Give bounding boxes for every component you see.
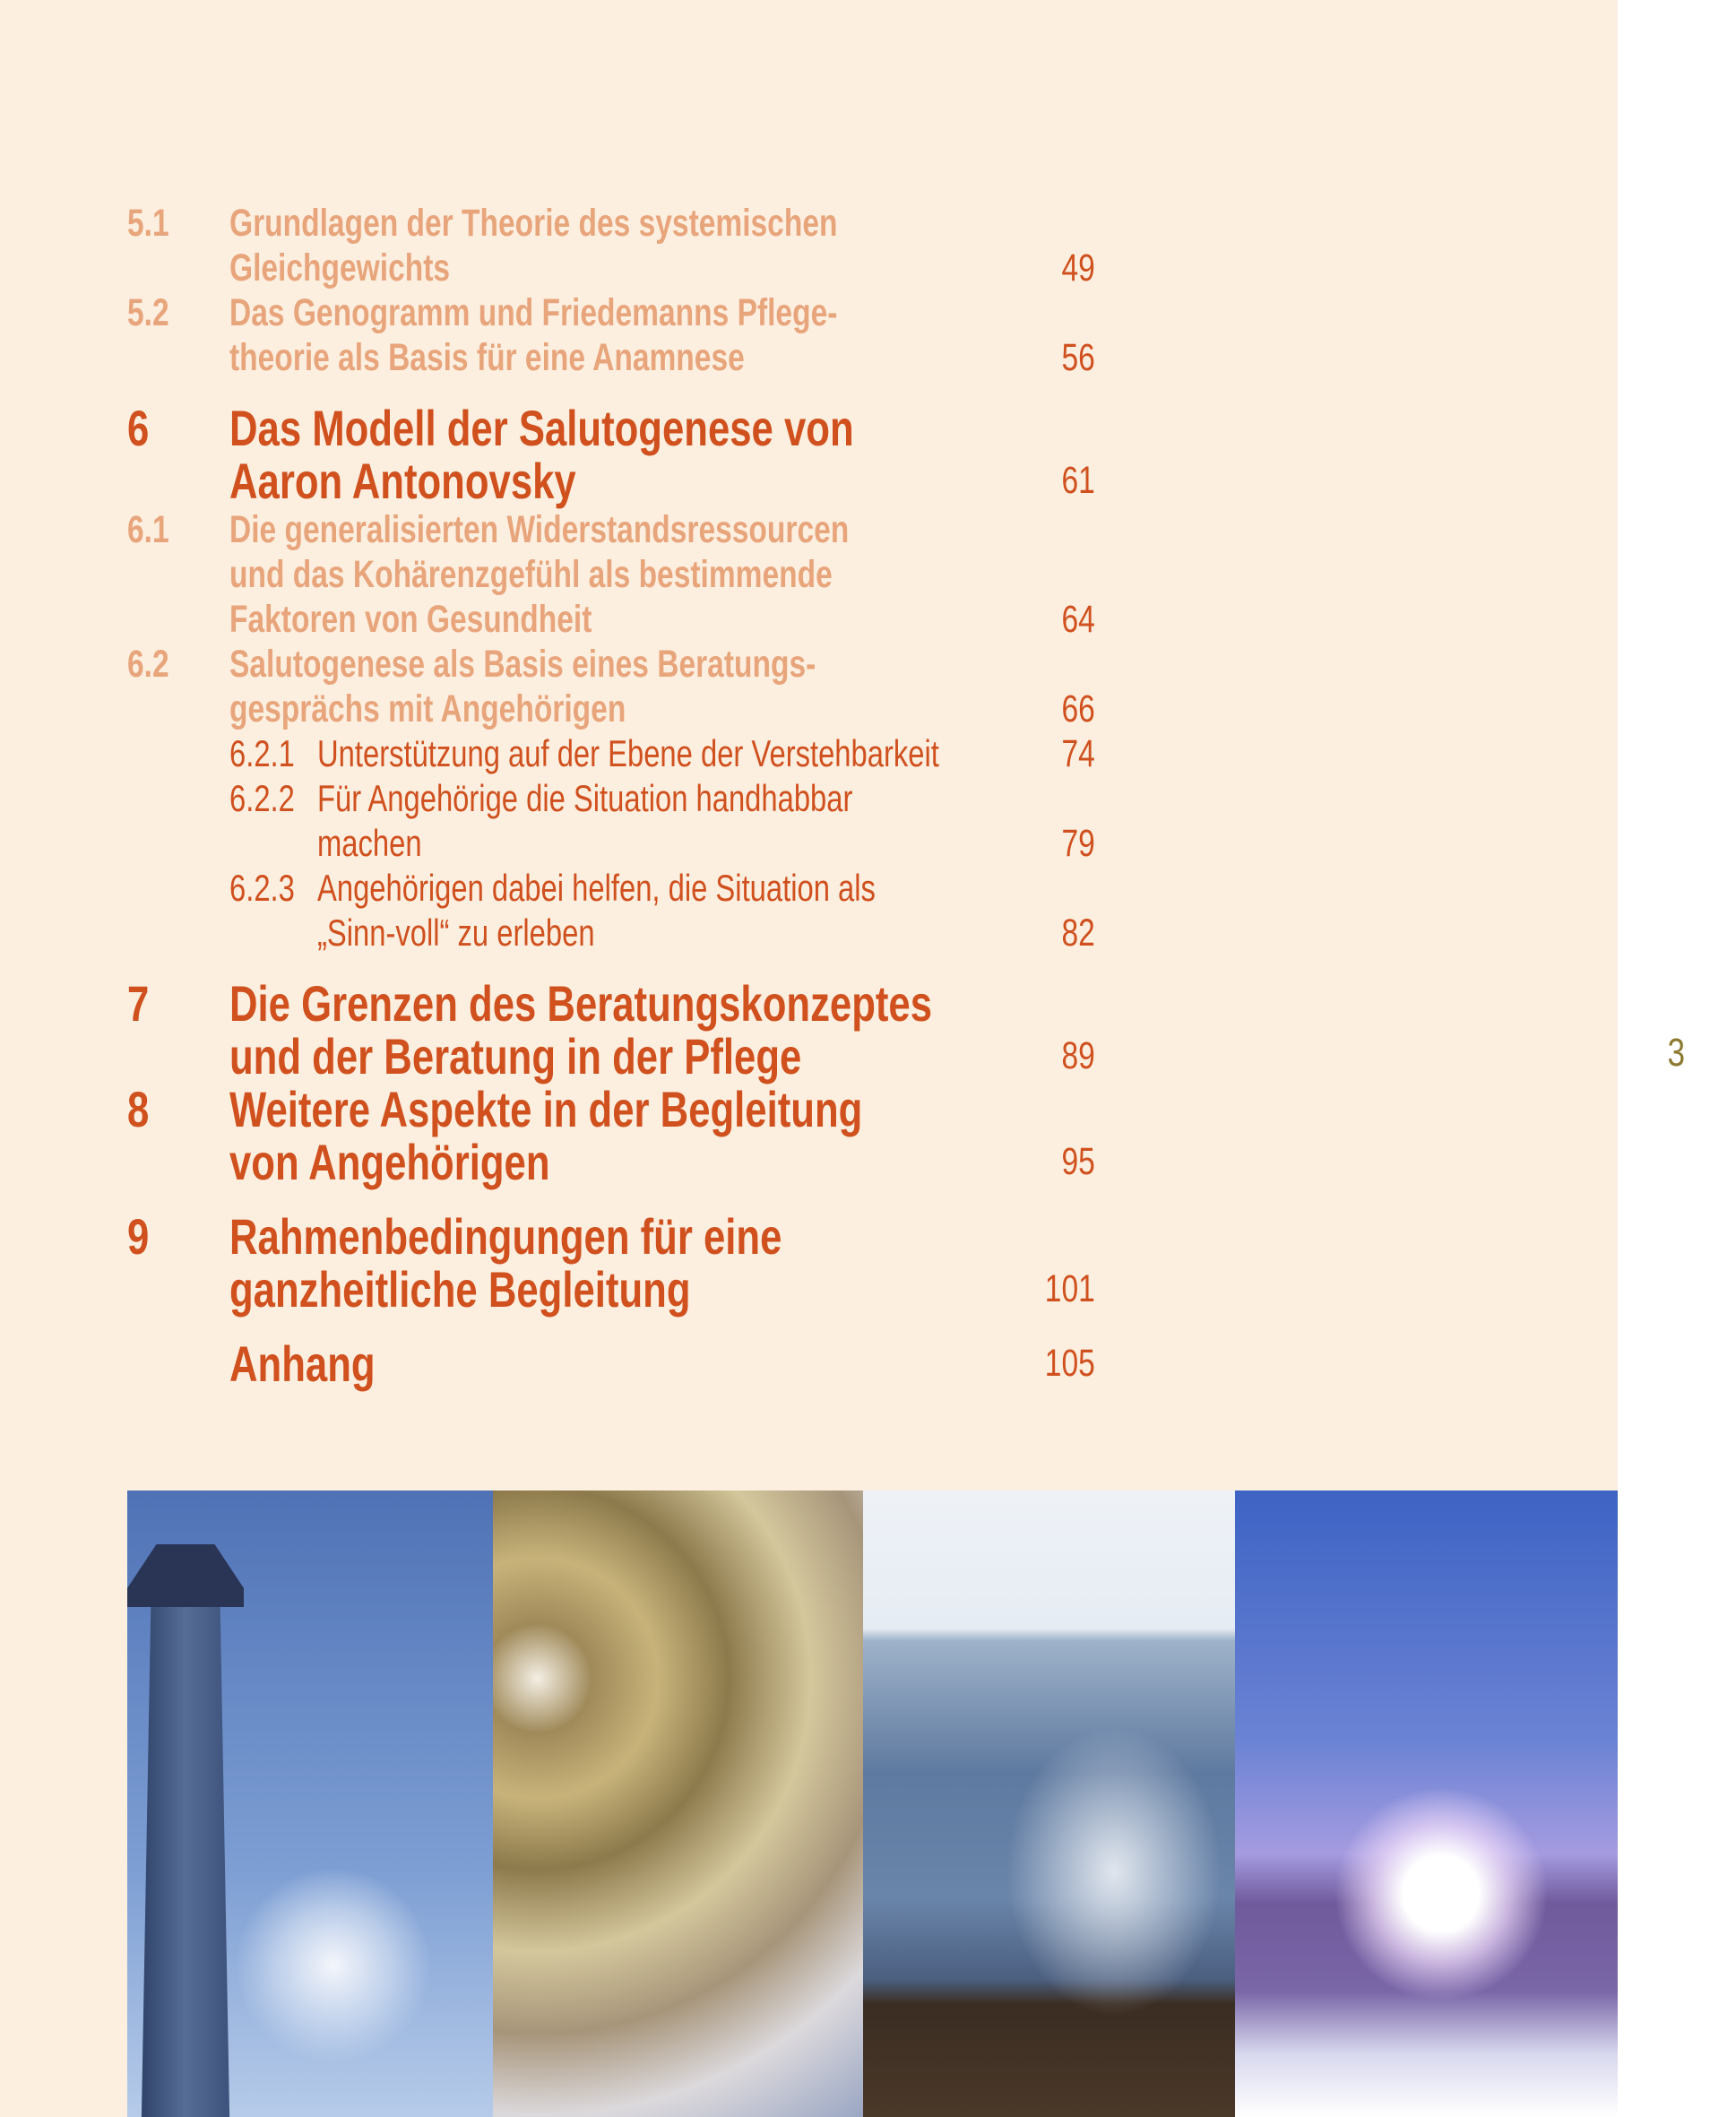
toc-entry-title-line: und das Kohärenzgefühl als bestimmende (229, 553, 833, 596)
toc-entry-title-line: Aaron Antonovsky (229, 453, 576, 509)
toc-entry[interactable] (127, 776, 1095, 866)
toc-entry-title (229, 201, 1095, 290)
toc-entry[interactable] (127, 1337, 1095, 1390)
page-number: 3 (1667, 1031, 1686, 1075)
toc-entry-title-line: Die generalisierten Widerstandsressourcen (229, 508, 850, 551)
toc-entry-page: 105 (1045, 1342, 1095, 1385)
toc-entry-number: 6.2.2 (229, 777, 295, 819)
toc-entry-title-line: Das Modell der Salutogenese von (229, 400, 854, 456)
toc-entry-page: 95 (1061, 1140, 1095, 1183)
toc-entry-page: 89 (1061, 1034, 1095, 1077)
toc-entry-number: 6.1 (127, 508, 169, 551)
lighthouse-photo (127, 1491, 493, 2117)
toc-entry-title-line: Unterstützung auf der Ebene der Verstehbarkeit (317, 732, 939, 774)
toc-entry[interactable] (127, 201, 1095, 290)
toc-entry[interactable] (127, 642, 1095, 731)
toc-entry-title-line: Angehörigen dabei helfen, die Situation als (317, 867, 876, 909)
toc-entry[interactable] (127, 1210, 1095, 1316)
toc-entry-title-line: und der Beratung in der Pflege (229, 1028, 802, 1084)
toc-entry-page: 74 (1061, 732, 1095, 775)
table-of-contents (127, 201, 1095, 1390)
toc-entry[interactable] (127, 402, 1095, 507)
toc-entry-title-line: Faktoren von Gesundheit (229, 598, 592, 641)
toc-entry-title (317, 731, 1115, 776)
toc-entry-title-line: Rahmenbedingungen für eine (229, 1208, 782, 1265)
toc-entry-page: 79 (1061, 822, 1095, 865)
toc-entry-title (229, 1337, 1095, 1390)
spiral-staircase-photo (493, 1491, 863, 2117)
toc-entry-number: 6.2 (127, 643, 169, 686)
toc-entry-title (229, 977, 1130, 1083)
photo-strip (127, 1491, 1618, 2117)
toc-entry-number: 5.1 (127, 202, 169, 245)
toc-entry[interactable] (127, 1083, 1095, 1188)
toc-entry-page: 61 (1061, 459, 1095, 502)
toc-entry[interactable] (127, 866, 1095, 955)
toc-entry-title (229, 507, 1095, 642)
toc-entry-title-line: machen (317, 822, 422, 864)
toc-entry-title (229, 642, 1095, 731)
toc-entry-number: 9 (127, 1208, 150, 1265)
toc-entry-title-line: „Sinn-voll“ zu erleben (317, 912, 595, 954)
toc-entry-title-line: Für Angehörige die Situation handhabbar (317, 777, 853, 819)
toc-entry-title (229, 402, 1095, 507)
toc-entry[interactable] (127, 977, 1095, 1083)
toc-entry-title-line: theorie als Basis für eine Anamnese (229, 336, 745, 379)
toc-entry-number: 6.2.3 (229, 867, 295, 909)
toc-entry-title-line: Weitere Aspekte in der Begleitung (229, 1081, 863, 1137)
toc-entry-title-line: Salutogenese als Basis eines Beratungs- (229, 643, 816, 686)
toc-entry-number: 7 (127, 975, 150, 1032)
toc-entry[interactable] (127, 507, 1095, 642)
toc-entry-title (229, 1210, 1095, 1316)
toc-entry-number (127, 1337, 207, 1390)
toc-entry[interactable] (127, 731, 1095, 776)
toc-entry-title-line: Anhang (229, 1335, 376, 1392)
toc-entry-page: 49 (1061, 246, 1095, 289)
toc-entry-page: 66 (1061, 687, 1095, 730)
toc-entry-title-line: ganzheitliche Begleitung (229, 1261, 691, 1318)
toc-entry-page: 56 (1061, 336, 1095, 379)
toc-entry-number: 6 (127, 400, 150, 456)
toc-entry-title-line: Grundlagen der Theorie des systemischen (229, 202, 838, 245)
toc-entry-title (229, 290, 1095, 380)
toc-entry-number: 8 (127, 1081, 150, 1137)
toc-entry-number: 6.2.1 (229, 732, 295, 774)
toc-entry-title (317, 866, 1095, 955)
toc-entry-page: 101 (1045, 1267, 1095, 1310)
toc-entry-title (229, 1083, 1095, 1188)
sun-snow-forest-photo (1235, 1491, 1618, 2117)
toc-entry-title-line: Die Grenzen des Beratungskonzeptes (229, 975, 933, 1032)
toc-entry-title (317, 776, 1095, 866)
toc-entry-number: 5.2 (127, 291, 169, 334)
toc-entry-page: 64 (1061, 598, 1095, 641)
toc-entry-title-line: gesprächs mit Angehörigen (229, 687, 626, 730)
sea-coast-photo (863, 1491, 1235, 2117)
toc-entry[interactable] (127, 290, 1095, 380)
toc-entry-title-line: von Angehörigen (229, 1134, 550, 1190)
toc-entry-title-line: Das Genogramm und Friedemanns Pflege- (229, 291, 838, 334)
toc-entry-page: 82 (1061, 912, 1095, 955)
toc-entry-title-line: Gleichgewichts (229, 246, 451, 289)
